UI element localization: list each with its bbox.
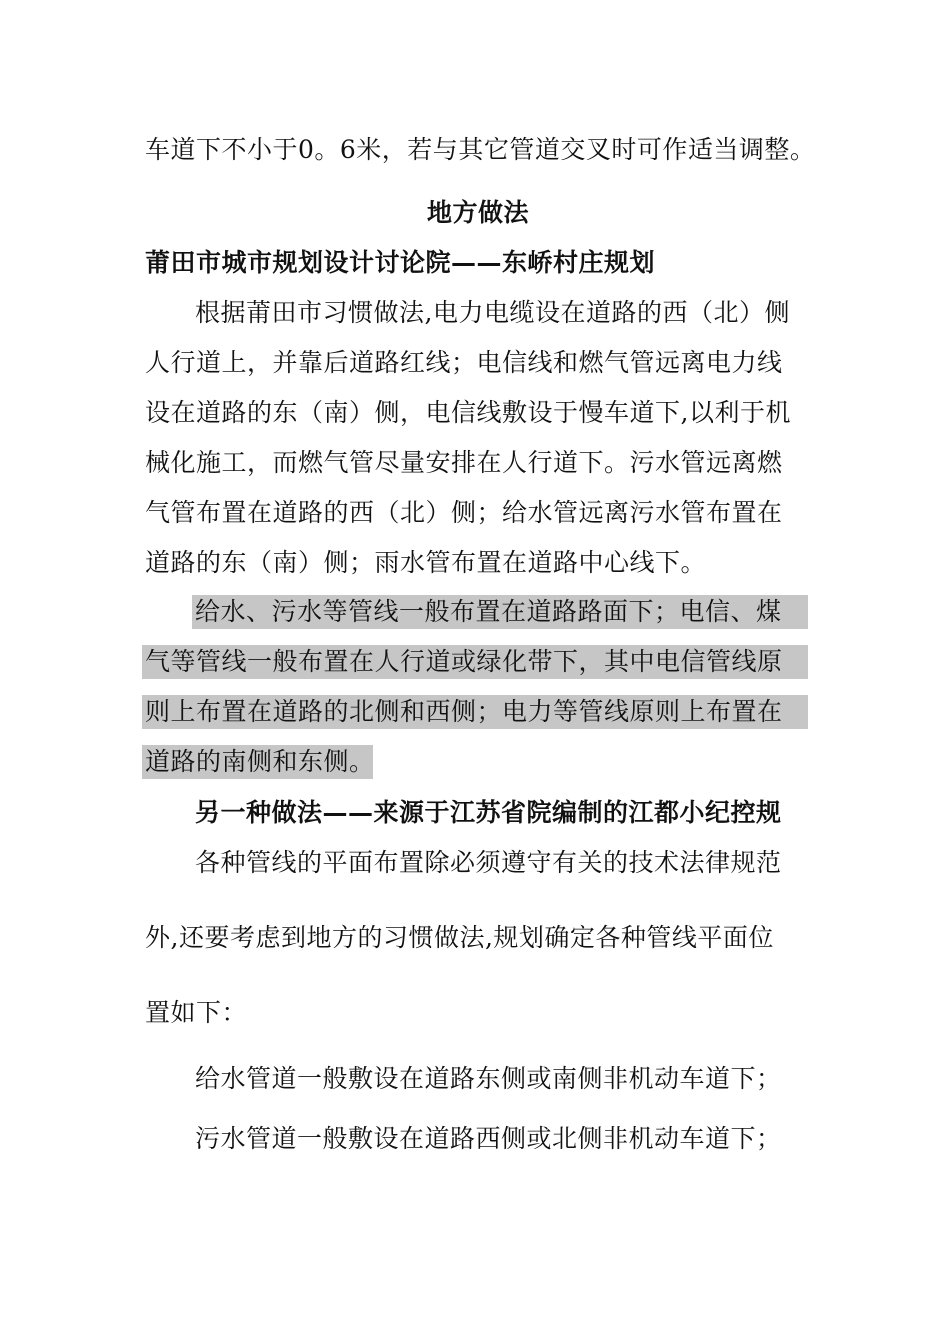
list-item-sewage: 污水管道一般敷设在道路西侧或北侧非机动车道下； bbox=[195, 1124, 782, 1153]
paragraph-line: 根据莆田市习惯做法,电力电缆设在道路的西（北）侧 bbox=[195, 298, 790, 327]
paragraph-line: 置如下： bbox=[145, 998, 248, 1027]
paragraph-line: 各种管线的平面布置除必须遵守有关的技术法律规范 bbox=[195, 848, 782, 877]
body-text-line: 车道下不小于0。6米，若与其它管道交叉时可作适当调整。 bbox=[145, 135, 816, 164]
highlighted-paragraph-line: 给水、污水等管线一般布置在道路路面下；电信、煤 bbox=[192, 595, 808, 629]
section-heading-alternative: 另一种做法——来源于江苏省院编制的江都小纪控规 bbox=[195, 798, 782, 827]
section-heading-putian: 莆田市城市规划设计讨论院——东峤村庄规划 bbox=[145, 248, 656, 277]
paragraph-line: 气管布置在道路的西（北）侧；给水管远离污水管布置在 bbox=[145, 498, 783, 527]
highlighted-paragraph-line: 道路的南侧和东侧。 bbox=[142, 745, 373, 779]
section-heading-local-practice: 地方做法 bbox=[427, 198, 530, 227]
paragraph-line: 设在道路的东（南）侧，电信线敷设于慢车道下,以利于机 bbox=[145, 398, 791, 427]
list-item-water-supply: 给水管道一般敷设在道路东侧或南侧非机动车道下； bbox=[195, 1064, 782, 1093]
paragraph-line: 械化施工，而燃气管尽量安排在人行道下。污水管远离燃 bbox=[145, 448, 783, 477]
highlighted-paragraph-line: 则上布置在道路的北侧和西侧；电力等管线原则上布置在 bbox=[142, 695, 808, 729]
paragraph-line: 道路的东（南）侧；雨水管布置在道路中心线下。 bbox=[145, 548, 707, 577]
paragraph-line: 人行道上，并靠后道路红线；电信线和燃气管远离电力线 bbox=[145, 348, 783, 377]
highlighted-paragraph-line: 气等管线一般布置在人行道或绿化带下，其中电信管线原 bbox=[142, 645, 808, 679]
paragraph-line: 外,还要考虑到地方的习惯做法,规划确定各种管线平面位 bbox=[145, 923, 774, 952]
